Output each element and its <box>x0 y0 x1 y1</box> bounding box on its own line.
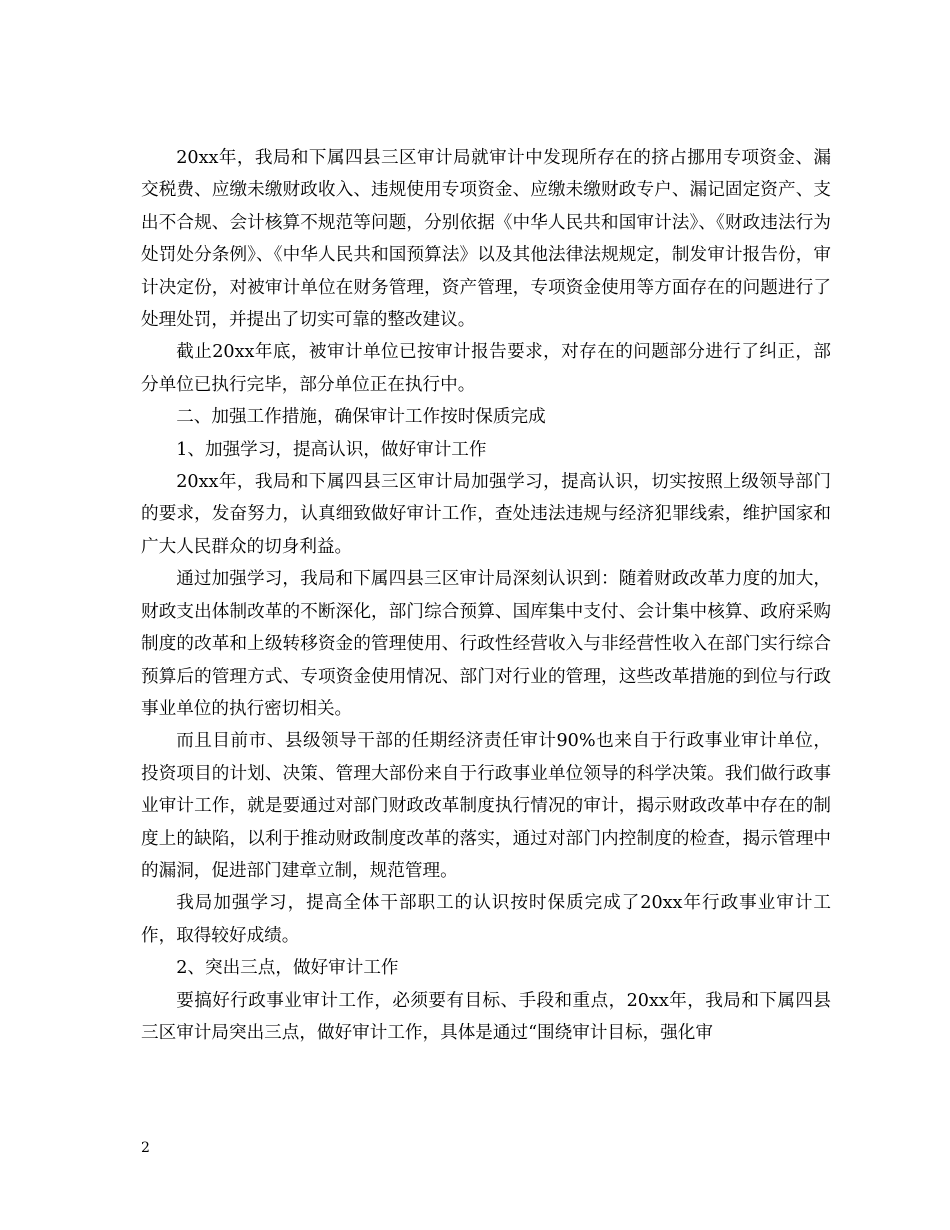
subheading-three-focus-points: 2、突出三点，做好审计工作 <box>176 958 399 979</box>
subheading-strengthen-learning: 1、加强学习，提高认识，做好审计工作 <box>176 439 487 460</box>
paragraph-learning-overview: 20xx年，我局和下属四县三区审计局加强学习，提高认识，切实按照上级领导部门的要求，发奋努力，认真细致做好审计工作，查处违法违规与经济犯罪线索，维护国家和广大人民群众的切身利益。 <box>141 472 831 557</box>
page-number: 2 <box>141 1140 150 1156</box>
paragraph-three-focus-points: 要搞好行政事业审计工作，必须要有目标、手段和重点，20xx年，我局和下属四县三区审计局突出三点，做好审计工作，具体是通过“围绕审计目标，强化审 <box>141 990 831 1043</box>
paragraph-audit-purpose: 而且目前市、县级领导干部的任期经济责任审计90%也来自于行政事业审计单位，投资项目的计划、决策、管理大部份来自于行政事业单位领导的科学决策。我们做行政事业审计工作，就是要通过对部门财政改革制度执行情况的审计，揭示财政改革中存在的制度上的缺陷，以利于推动财政制度改革的落实，通过对部门内控制度的检查，揭示管理中的漏洞，促进部门建章立制，规范管理。 <box>141 731 831 881</box>
section-heading-work-measures: 二、加强工作措施，确保审计工作按时保质完成 <box>176 407 546 428</box>
paragraph-audit-findings: 20xx年，我局和下属四县三区审计局就审计中发现所存在的挤占挪用专项资金、漏交税费、应缴未缴财政收入、违规使用专项资金、应缴未缴财政专户、漏记固定资产、支出不合规、会计核算不规范等问题，分别依据《中华人民共和国审计法》、《财政违法行为处罚处分条例》、《中华人民共和国预算法》以及其他法律法规规定，制发审计报告份，审计决定份，对被审计单位在财务管理，资产管理，专项资金使用等方面存在的问题进行了处理处罚，并提出了切实可靠的整改建议。 <box>141 148 831 331</box>
paragraph-reform-awareness: 通过加强学习，我局和下属四县三区审计局深刻认识到：随着财政改革力度的加大，财政支出体制改革的不断深化，部门综合预算、国库集中支付、会计集中核算、政府采购制度的改革和上级转移资金的管理使用、行政性经营收入与非经营性收入在部门实行综合预算后的管理方式、专项资金使用情况、部门对行业的管理，这些改革措施的到位与行政事业单位的执行密切相关。 <box>141 569 831 719</box>
paragraph-rectification-status: 截止20xx年底，被审计单位已按审计报告要求，对存在的问题部分进行了纠正，部分单位已执行完毕，部分单位正在执行中。 <box>141 342 831 395</box>
paragraph-learning-result: 我局加强学习，提高全体干部职工的认识按时保质完成了20xx年行政事业审计工作，取得较好成绩。 <box>141 893 831 946</box>
document-body <box>141 142 831 1049</box>
